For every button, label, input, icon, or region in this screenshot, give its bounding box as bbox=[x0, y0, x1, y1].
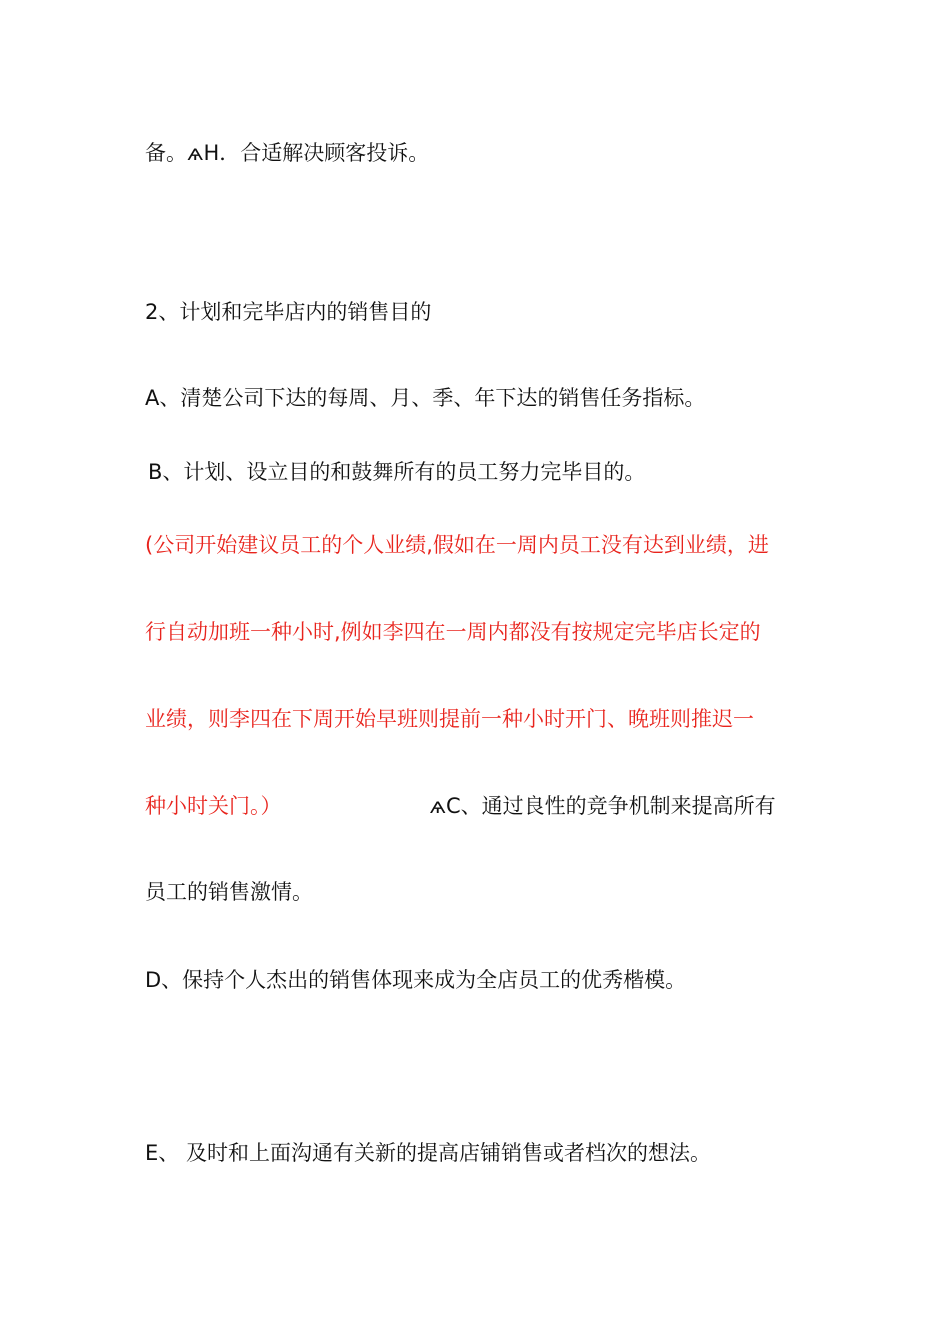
paragraph-line: 备。ѧH．合适解决顾客投诉。 bbox=[145, 141, 430, 165]
highlighted-note-line: 行自动加班一种小时,例如李四在一周内都没有按规定完毕店长定的 bbox=[145, 620, 761, 644]
paragraph-line: D、保持个人杰出的销售体现来成为全店员工的优秀楷模。 bbox=[145, 968, 687, 992]
mixed-line bbox=[145, 791, 776, 821]
paragraph-line: A、清楚公司下达的每周、月、季、年下达的销售任务指标。 bbox=[145, 386, 706, 410]
highlighted-note-end: 种小时关门。） bbox=[145, 794, 282, 818]
section-heading: 2、计划和完毕店内的销售目的 bbox=[145, 300, 432, 324]
paragraph-fragment: ѧC、通过良性的竞争机制来提高所有 bbox=[429, 794, 776, 818]
paragraph-line: 员工的销售激情。 bbox=[145, 880, 313, 904]
highlighted-note-line: (公司开始建议员工的个人业绩,假如在一周内员工没有达到业绩，进 bbox=[145, 533, 769, 557]
paragraph-line: B、计划、设立目的和鼓舞所有的员工努力完毕目的。 bbox=[148, 460, 646, 484]
paragraph-line: E、 及时和上面沟通有关新的提高店铺销售或者档次的想法。 bbox=[145, 1141, 711, 1165]
highlighted-note-line: 业绩，则李四在下周开始早班则提前一种小时开门、晚班则推迟一 bbox=[145, 707, 754, 731]
